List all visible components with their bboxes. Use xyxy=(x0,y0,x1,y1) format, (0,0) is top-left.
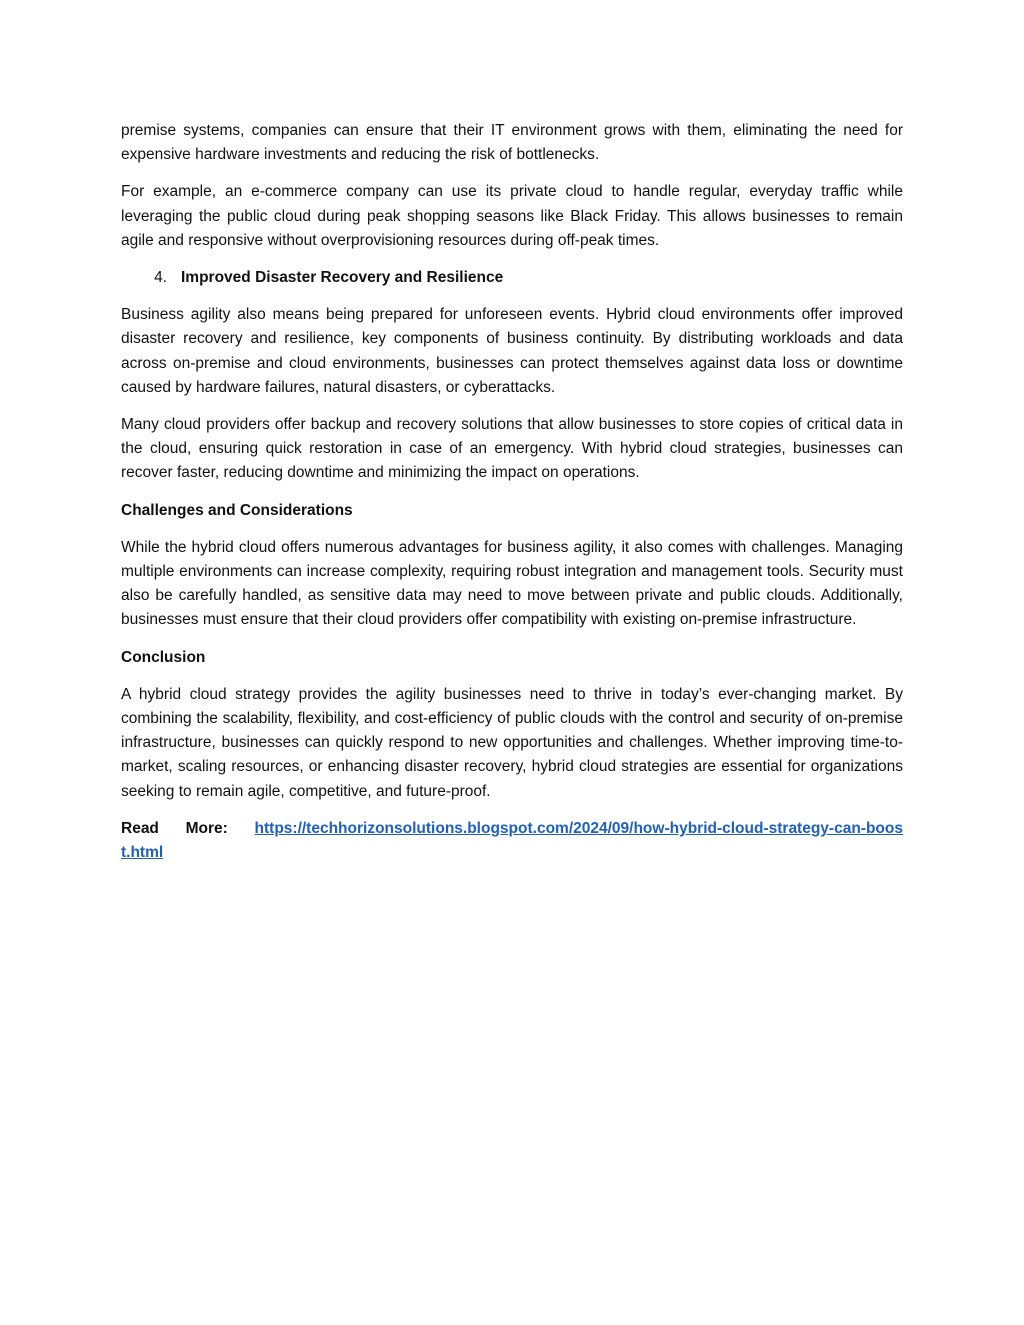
heading-conclusion: Conclusion xyxy=(121,648,206,666)
list-number: 4. xyxy=(154,269,167,287)
document-page xyxy=(121,119,903,865)
heading-challenges: Challenges and Considerations xyxy=(121,501,353,519)
paragraph-scalability-continued: premise systems, companies can ensure that their IT environment grows with them, eliminating the need for expensive hardware investments and reducing the risk of bottlenecks. xyxy=(121,122,903,164)
read-more-line xyxy=(121,817,903,865)
list-heading-text: Improved Disaster Recovery and Resilience xyxy=(181,269,504,287)
paragraph-challenges: While the hybrid cloud offers numerous advantages for business agility, it also comes with challenges. Managing multiple environments can increase complexity, requiring robust integration and management tools. Security must also be carefully handled, as sensitive data may need to move between private and public clouds. Additionally, businesses must ensure that their cloud providers offer compatibility with existing on-premise infrastructure. xyxy=(121,538,903,629)
numbered-heading-disaster-recovery xyxy=(121,266,903,290)
read-more-link[interactable]: https://techhorizonsolutions.blogspot.com/2024/09/how-hybrid-cloud-strategy-can-boost.html xyxy=(121,819,903,862)
paragraph-backup-recovery: Many cloud providers offer backup and recovery solutions that allow businesses to store copies of critical data in the cloud, ensuring quick restoration in case of an emergency. With hybrid cloud strategies, businesses can recover faster, reducing downtime and minimizing the impact on operations. xyxy=(121,416,903,482)
read-more-label: Read More: xyxy=(121,819,228,837)
paragraph-business-continuity: Business agility also means being prepared for unforeseen events. Hybrid cloud environments offer improved disaster recovery and resilience, key components of business continuity. By distributing workloads and data across on-premise and cloud environments, businesses can protect themselves against data loss or downtime caused by hardware failures, natural disasters, or cyberattacks. xyxy=(121,306,903,396)
paragraph-ecommerce-example: For example, an e-commerce company can use its private cloud to handle regular, everyday traffic while leveraging the public cloud during peak shopping seasons like Black Friday. This allows businesses to remain agile and responsive without overprovisioning resources during off-peak times. xyxy=(121,183,903,249)
paragraph-conclusion: A hybrid cloud strategy provides the agility businesses need to thrive in today’s ever-changing market. By combining the scalability, flexibility, and cost-efficiency of public clouds with the control and security of on-premise infrastructure, businesses can quickly respond to new opportunities and challenges. Whether improving time-to-market, scaling resources, or enhancing disaster recovery, hybrid cloud strategies are essential for organizations seeking to remain agile, competitive, and future-proof. xyxy=(121,685,903,800)
